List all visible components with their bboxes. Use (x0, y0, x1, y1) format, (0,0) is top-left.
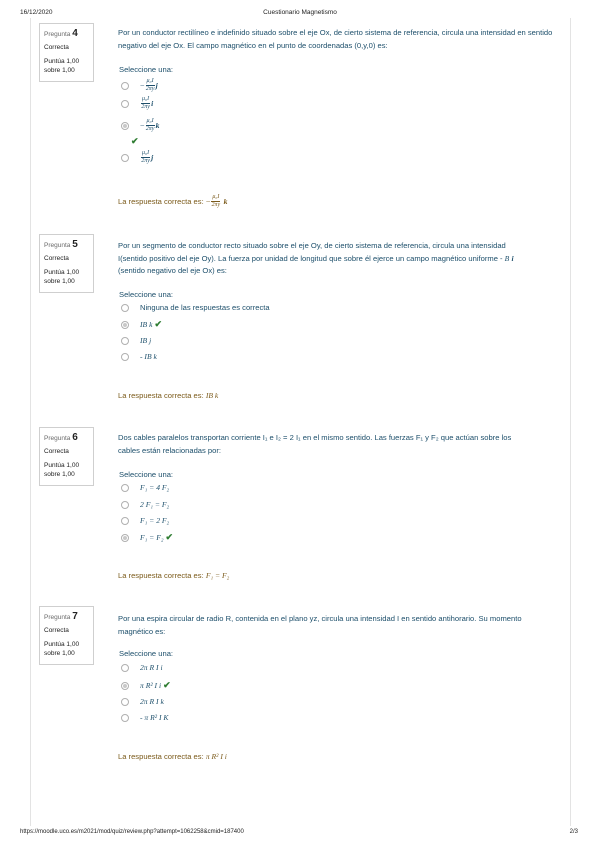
question-number: Pregunta 6 (44, 432, 78, 443)
checkmark-icon: ✔ (131, 136, 139, 146)
radio-button[interactable] (121, 698, 129, 706)
left-border (30, 18, 31, 826)
answer-option-b[interactable]: 2 F₁ = F₂ (121, 500, 169, 509)
radio-button[interactable] (121, 100, 129, 108)
answer-option-d[interactable]: F₁ = F₂ ✔ (121, 532, 173, 543)
select-one-prompt: Seleccione una: (119, 290, 174, 299)
radio-button[interactable] (121, 353, 129, 361)
print-date: 16/12/2020 (20, 9, 53, 16)
question-grade: Puntúa 1,00 sobre 1,00 (44, 58, 80, 74)
radio-button[interactable] (121, 82, 129, 90)
radio-button[interactable] (121, 484, 129, 492)
question-grade: Puntúa 1,00 sobre 1,00 (44, 641, 80, 657)
radio-button[interactable] (121, 664, 129, 672)
checkmark-icon: ✔ (163, 680, 171, 690)
answer-option-a[interactable]: Ninguna de las respuestas es correcta (121, 303, 270, 312)
fraction: $\frac{\text{μ₀I}}{2\pi y}$ (145, 118, 155, 132)
answer-option-a[interactable]: F₁ = 4 F₂ (121, 483, 169, 492)
answer-option-b[interactable]: IB k ✔ (121, 319, 162, 330)
question-info-5 (39, 234, 94, 293)
select-one-prompt: Seleccione una: (119, 649, 174, 658)
answer-option-a[interactable]: − $\frac{\text{μ₀I}}{2\pi y}$ j (121, 78, 158, 93)
question-number: Pregunta 7 (44, 611, 78, 622)
fraction: $\frac{\text{μ₀I}}{2\pi y}$ (141, 96, 150, 110)
page-number: 2/3 (569, 829, 578, 835)
question-grade: Puntúa 1,00 sobre 1,00 (44, 269, 80, 285)
answer-option-c[interactable]: F₁ = 2 F₂ (121, 516, 169, 525)
correct-answer: La respuesta correcta es: − $\frac{\text{μ₀I}}{2\pi y}$ k (118, 194, 228, 208)
answer-option-c[interactable]: IB j (121, 336, 151, 345)
question-number: Pregunta 5 (44, 239, 78, 250)
radio-button[interactable] (121, 304, 129, 312)
answer-option-d[interactable]: - IB k (121, 352, 157, 361)
right-border (570, 18, 571, 826)
answer-option-a[interactable]: 2π R I i (121, 663, 163, 672)
footer-url: https://moodle.uco.es/m2021/mod/quiz/review.php?attempt=1062258&cmid=187400 (20, 829, 244, 835)
question-text: Por un segmento de conductor recto situado sobre el eje Oy, de cierto sistema de referencia, circula una intensidad I(sentido positivo del eje Oy). La fuerza por unidad de longitud que sobre él ejerce un campo magnético uniforme - B i (sentido negativo del eje Ox) es: (118, 241, 514, 275)
answer-option-b[interactable]: π R² I i ✔ (121, 680, 171, 691)
select-one-prompt: Seleccione una: (119, 65, 174, 74)
radio-button-selected[interactable] (121, 321, 129, 329)
correct-answer: La respuesta correcta es: F₁ = F₂ (118, 571, 230, 580)
radio-button-selected[interactable] (121, 534, 129, 542)
select-one-prompt: Seleccione una: (119, 470, 174, 479)
radio-button[interactable] (121, 517, 129, 525)
fraction: $\frac{\text{μ₀I}}{2\pi y}$ (145, 78, 155, 92)
question-info-7 (39, 606, 94, 665)
radio-button[interactable] (121, 714, 129, 722)
question-info-4 (39, 23, 94, 82)
question-state: Correcta (44, 448, 69, 455)
question-text: Por un conductor rectilíneo e indefinido situado sobre el eje Ox, de cierto sistema de referencia, circula una intensidad en sentido negativo del eje Ox. El campo magnético en el punto de coordenadas (0,y,0) es: (118, 28, 553, 50)
document-title: Cuestionario Magnetismo (263, 9, 337, 16)
radio-button-selected[interactable] (121, 682, 129, 690)
question-number: Pregunta 4 (44, 28, 78, 39)
question-grade: Puntúa 1,00 sobre 1,00 (44, 462, 80, 478)
correct-answer: La respuesta correcta es: π R² I i (118, 752, 227, 761)
answer-option-c[interactable]: − $\frac{\text{μ₀I}}{2\pi y}$ k (121, 118, 159, 133)
question-state: Correcta (44, 255, 69, 262)
radio-button[interactable] (121, 154, 129, 162)
answer-option-d[interactable]: $\frac{\text{μ₀I}}{2\pi y}$ j (121, 150, 153, 165)
question-state: Correcta (44, 627, 69, 634)
checkmark-icon: ✔ (154, 319, 162, 329)
radio-button-selected[interactable] (121, 122, 129, 130)
answer-option-c[interactable]: 2π R I k (121, 697, 164, 706)
answer-option-d[interactable]: - π R² I K (121, 713, 168, 722)
question-text: Por una espira circular de radio R, contenida en el plano yz, circula una intensidad I en sentido antihorario. Su momento magnético es: (118, 614, 522, 636)
fraction: $\frac{\text{μ₀I}}{2\pi y}$ (211, 194, 221, 208)
checkmark-icon: ✔ (165, 532, 174, 542)
question-text: Dos cables paralelos transportan corriente I₁ e I₂ = 2 I₁ en el mismo sentido. Las fuerzas F₁ y F₂ que actúan sobre los cables están relacionadas por: (118, 433, 512, 455)
question-info-6 (39, 427, 94, 486)
radio-button[interactable] (121, 337, 129, 345)
radio-button[interactable] (121, 501, 129, 509)
answer-option-b[interactable]: $\frac{\text{μ₀I}}{2\pi y}$ i (121, 96, 153, 111)
question-state: Correcta (44, 44, 69, 51)
fraction: $\frac{\text{μ₀I}}{2\pi y}$ (141, 150, 150, 164)
correct-answer: La respuesta correcta es: IB k (118, 391, 219, 400)
